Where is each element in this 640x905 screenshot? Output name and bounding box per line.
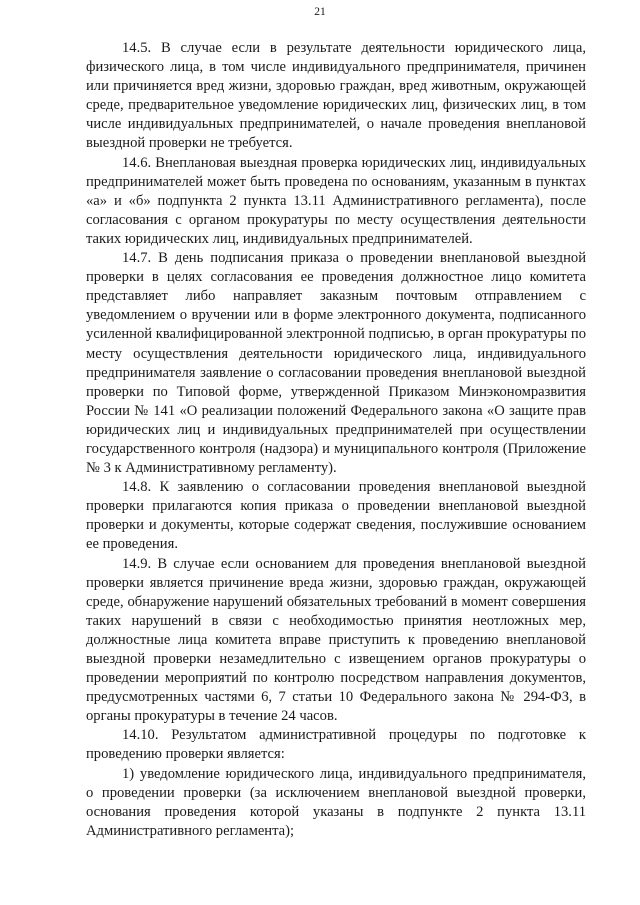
list-item-1: 1) уведомление юридического лица, индивидуального предпринимателя, о проведении проверки (за исключением внеплановой выездной проверки, основания проведения которой указаны в подпункте 2 пункта 13.11 Административного регламента); (86, 765, 586, 839)
paragraph-14-6: 14.6. Внеплановая выездная проверка юридических лиц, индивидуальных предпринимателей может быть проведена по основаниям, указанным в пунктах «а» и «б» подпункта 2 пункта 13.11 Административного регламента), после согласования с органом прокуратуры по месту осуществления деятельности таких юридических лиц, индивидуальных предпринимателей. (86, 154, 586, 247)
paragraph-14-8: 14.8. К заявлению о согласовании проведения внеплановой выездной проверки прилагаются копия приказа о проведении внеплановой выездной проверки и документы, которые содержат сведения, послужившие основанием ее проведения. (86, 479, 586, 553)
paragraph-14-7: 14.7. В день подписания приказа о проведении внеплановой выездной проверки в целях согласования ее проведения должностное лицо комитета представляет либо направляет заказным почтовым отправлением с уведомлением о вручении или в форме электронного документа, подписанного усиленной квалифицированной электронной подписью, в орган прокуратуры по месту осуществления деятельности юридического лица, индивидуального предпринимателя заявление о согласовании проведения внеплановой выездной проверки по Типовой форме, утвержденной Приказом Минэкономразвития России № 141 «О реализации положений Федерального закона «О защите прав юридических лиц и индивидуальных предпринимателей при осуществлении государственного контроля (надзора) и муниципального контроля (Приложение № 3 к Административному регламенту). (86, 250, 586, 477)
paragraph-14-10: 14.10. Результатом административной процедуры по подготовке к проведению проверки является: (86, 727, 586, 763)
page-number: 21 (314, 6, 326, 18)
paragraph-14-9: 14.9. В случае если основанием для проведения внеплановой выездной проверки является причинение вреда жизни, здоровью граждан, окружающей среде, обнаружение нарушений обязательных требований в момент совершения таких нарушений в связи с необходимостью принятия неотложных мер, должностные лица комитета вправе приступить к проведению внеплановой выездной проверки незамедлительно с извещением органов прокуратуры о проведении мероприятий по контролю посредством направления документов, предусмотренных частями 6, 7 статьи 10 Федерального закона № 294-ФЗ, в органы прокуратуры в течение 24 часов. (86, 555, 586, 725)
paragraph-14-5: 14.5. В случае если в результате деятельности юридического лица, физического лица, в том числе индивидуального предпринимателя, причинен или причиняется вред жизни, здоровью граждан, вред животным, окружающей среде, предварительное уведомление юридических лиц, физических лиц, в том числе индивидуальных предпринимателей, о начале проведения внеплановой выездной проверки не требуется. (86, 40, 586, 152)
document-body (86, 39, 586, 841)
